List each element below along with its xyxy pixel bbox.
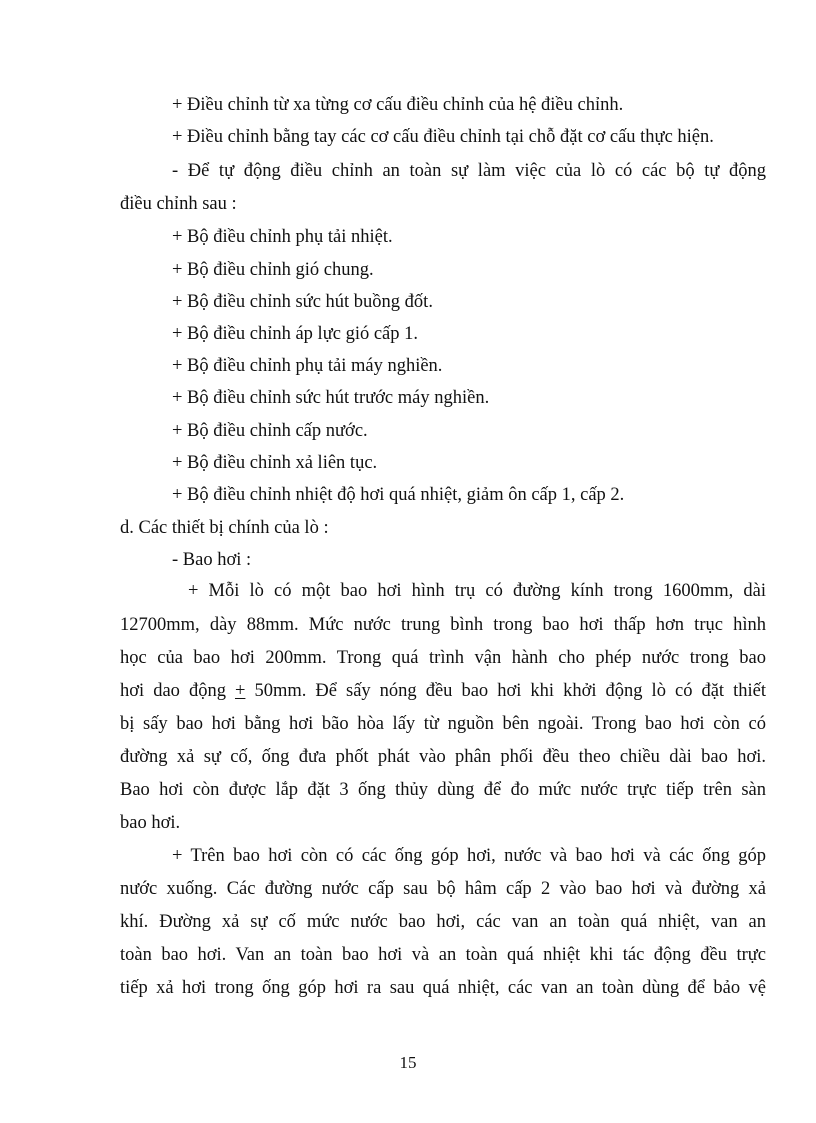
page-number: 15 — [399, 1053, 417, 1072]
drum-paragraph-1: + Mỗi lò có một bao hơi hình trụ có đường kính trong 1600mm, dài — [188, 581, 766, 601]
regulator-item: + Bộ điều chỉnh nhiệt độ hơi quá nhiệt, giảm ôn cấp 1, cấp 2. — [172, 485, 625, 505]
regulator-item: + Bộ điều chỉnh cấp nước. — [172, 421, 368, 441]
regulator-item: + Bộ điều chỉnh áp lực gió cấp 1. — [172, 324, 419, 344]
regulator-item: + Bộ điều chỉnh gió chung. — [172, 260, 374, 280]
drum-paragraph-1: học của bao hơi 200mm. Trong quá trình vận hành cho phép nước trong bao — [120, 648, 766, 668]
drum-paragraph-2: khí. Đường xả sự cố mức nước bao hơi, các van an toàn quá nhiệt, van an — [120, 912, 766, 932]
drum-paragraph-1: bị sấy bao hơi bằng hơi bão hòa lấy từ nguồn bên ngoài. Trong bao hơi còn có — [120, 714, 766, 734]
drum-paragraph-2: + Trên bao hơi còn có các ống góp hơi, nước và bao hơi và các ống góp — [172, 846, 766, 866]
section-heading: d. Các thiết bị chính của lò : — [120, 518, 329, 538]
regulator-item: + Bộ điều chỉnh phụ tải nhiệt. — [172, 227, 393, 247]
bullet-remote-control: + Điều chỉnh từ xa từng cơ cấu điều chỉnh của hệ điều chỉnh. — [172, 95, 624, 115]
paragraph-auto-regulators: - Để tự động điều chỉnh an toàn sự làm việc của lò có các bộ tự động — [172, 161, 766, 181]
regulator-item: + Bộ điều chỉnh phụ tải máy nghiền. — [172, 356, 443, 376]
regulator-item: + Bộ điều chỉnh sức hút trước máy nghiền. — [172, 388, 490, 408]
subsection-heading: - Bao hơi : — [172, 550, 252, 570]
drum-paragraph-1 — [120, 679, 766, 703]
paragraph-auto-regulators-cont: điều chỉnh sau : — [120, 194, 237, 214]
text-run: 50mm. Để sấy nóng đều bao hơi khi khởi động lò có đặt thiết — [245, 681, 766, 701]
drum-paragraph-1: bao hơi. — [120, 813, 181, 833]
regulator-item: + Bộ điều chỉnh xả liên tục. — [172, 453, 378, 473]
drum-paragraph-2: nước xuống. Các đường nước cấp sau bộ hâm cấp 2 vào bao hơi và đường xả — [120, 879, 766, 899]
bullet-manual-control: + Điều chỉnh bằng tay các cơ cấu điều chỉnh tại chỗ đặt cơ cấu thực hiện. — [172, 127, 714, 147]
text-run: hơi dao động — [120, 681, 235, 701]
drum-paragraph-1: Bao hơi còn được lắp đặt 3 ống thủy dùng để đo mức nước trực tiếp trên sàn — [120, 780, 766, 800]
drum-paragraph-2: tiếp xả hơi trong ống góp hơi ra sau quá nhiệt, các van an toàn dùng để bảo vệ — [120, 978, 766, 998]
drum-paragraph-1: 12700mm, dày 88mm. Mức nước trung bình trong bao hơi thấp hơn trục hình — [120, 615, 766, 635]
plus-minus-sign: + — [234, 681, 246, 701]
regulator-item: + Bộ điều chỉnh sức hút buồng đốt. — [172, 292, 433, 312]
drum-paragraph-1: đường xả sự cố, ống đưa phốt phát vào phân phối đều theo chiều dài bao hơi. — [120, 747, 766, 767]
drum-paragraph-2: toàn bao hơi. Van an toàn bao hơi và an toàn quá nhiệt khi tác động đều trực — [120, 945, 766, 965]
